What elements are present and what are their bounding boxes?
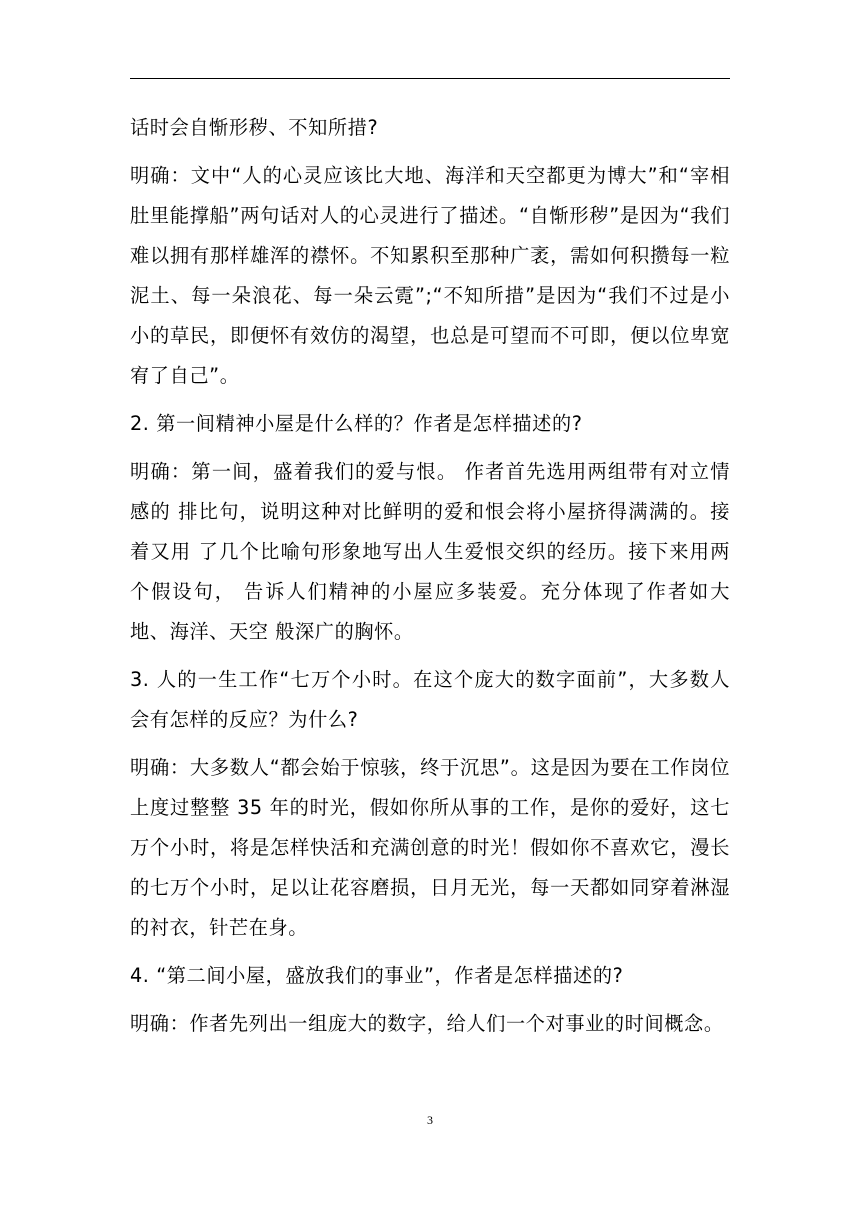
- paragraph: 话时会自惭形秽、不知所措?: [130, 116, 379, 139]
- question-heading: 3. 人的一生工作“七万个小时。在这个庞大的数字面前”，大多数人会有怎样的反应？为什么?: [130, 668, 730, 731]
- paragraph: 明确：作者先列出一组庞大的数字，给人们一个对事业的时间概念。: [130, 1012, 724, 1035]
- paragraph: 明确：文中“人的心灵应该比大地、海洋和天空都更为博大”和“宰相肚里能撑船”两句话对人的心灵进行了描述。“自惭形秽”是因为“我们难以拥有那样雄浑的襟怀。不知累积至那种广袤，需如何积攒每一粒泥土、每一朵浪花、每一朵云霓”;“不知所措”是因为“我们不过是小小的草民，即便怀有效仿的渴望，也总是可望而不可即，便以位卑宽宥了自己”。: [130, 164, 730, 387]
- page-number: 3: [427, 1113, 433, 1127]
- document-body: [130, 108, 730, 1052]
- paragraph: 明确：大多数人“都会始于惊骇，终于沉思”。这是因为要在工作岗位上度过整整 35 年的时光，假如你所从事的工作，是你的爱好，这七万个小时，将是怎样快活和充满创意的时光！假如你不喜欢它，漫长的七万个小时，足以让花容磨损，日月无光，每一天都如同穿着淋湿的衬衣，针芒在身。: [130, 756, 730, 939]
- header-rule: [130, 78, 730, 79]
- paragraph: 明确：第一间，盛着我们的爱与恨。 作者首先选用两组带有对立情感的 排比句，说明这种对比鲜明的爱和恨会将小屋挤得满满的。接着又用 了几个比喻句形象地写出人生爱恨交织的经历。接下来用两个假设句， 告诉人们精神的小屋应多装爱。充分体现了作者如大地、海洋、天空 般深广的胸怀。: [130, 460, 730, 643]
- question-heading: 4. “第二间小屋，盛放我们的事业”，作者是怎样描述的?: [130, 964, 624, 987]
- question-heading: 2. 第一间精神小屋是什么样的？作者是怎样描述的?: [130, 412, 583, 435]
